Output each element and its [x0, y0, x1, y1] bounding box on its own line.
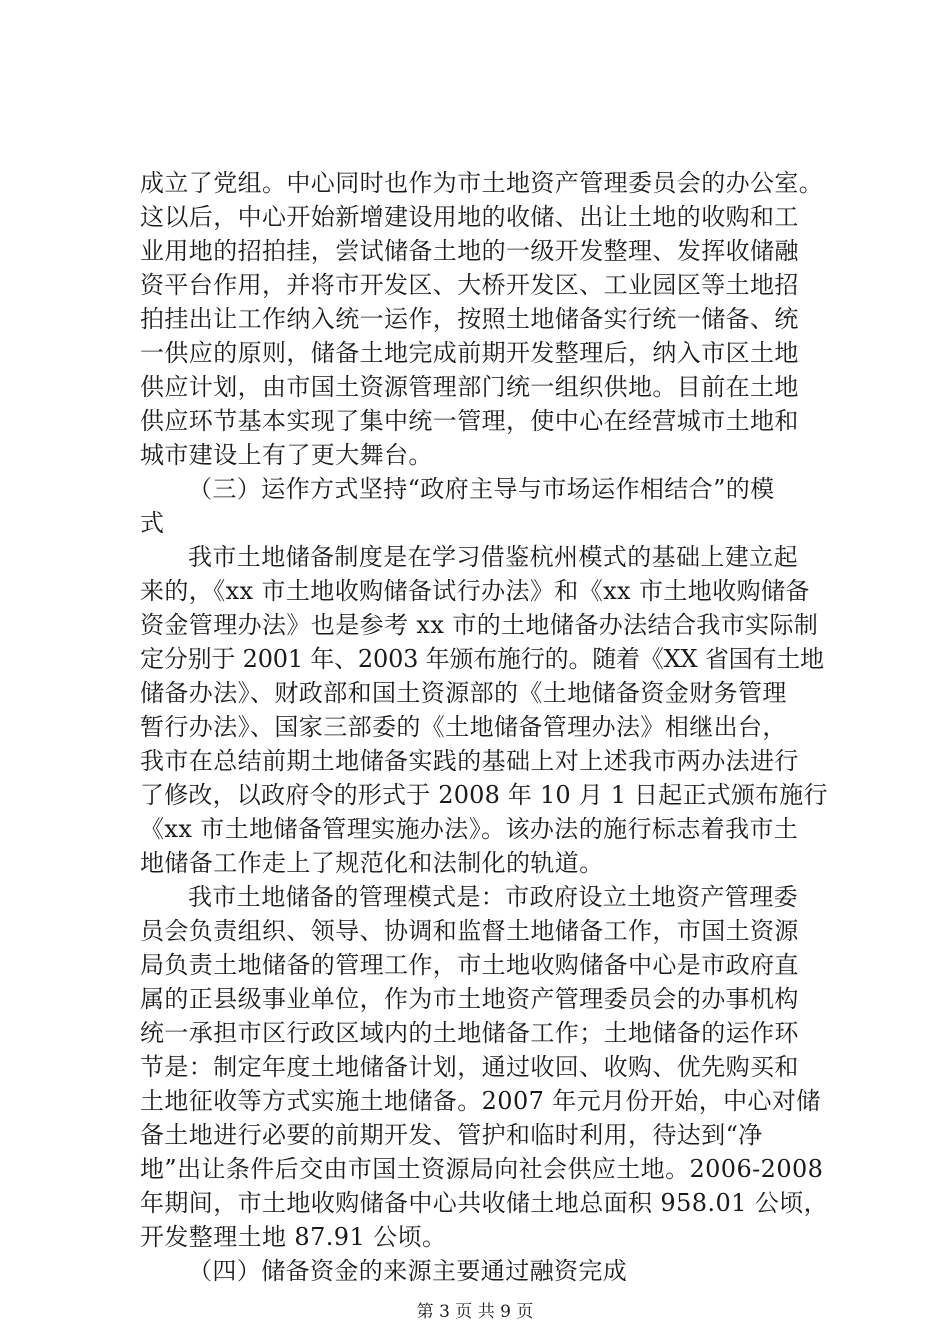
text-line: 土地征收等方式实施土地储备。2007 年元月份开始，中心对储 [140, 1087, 821, 1115]
text-line: 局负责土地储备的管理工作，市土地收购储备中心是市政府直 [140, 951, 799, 979]
text-line: 暂行办法》、国家三部委的《土地储备管理办法》相继出台， [140, 713, 787, 741]
text-line: 这以后，中心开始新增建设用地的收储、出让土地的收购和工 [140, 203, 799, 231]
paragraph-first-line: 我市土地储备的管理模式是：市政府设立土地资产管理委 [188, 883, 798, 911]
section-heading: （四）储备资金的来源主要通过融资完成 [188, 1257, 628, 1285]
text-line: 年期间，市土地收购储备中心共收储土地总面积 958.01 公顷， [140, 1189, 829, 1217]
text-line: 《xx 市土地储备管理实施办法》。该办法的施行标志着我市土 [140, 815, 799, 843]
text-line: 备土地进行必要的前期开发、管护和临时利用，待达到“净 [140, 1121, 763, 1149]
text-line: 资金管理办法》也是参考 xx 市的土地储备办法结合我市实际制 [140, 611, 819, 639]
text-line: 一供应的原则，储备土地完成前期开发整理后，纳入市区土地 [140, 339, 799, 367]
text-line: 来的，《xx 市土地收购储备试行办法》和《xx 市土地收购储备 [140, 577, 810, 605]
section-heading: （三）运作方式坚持“政府主导与市场运作相结合”的模 [188, 475, 775, 503]
text-line: 储备办法》、财政部和国土资源部的《土地储备资金财务管理 [140, 679, 787, 707]
page-number-footer: 第 3 页 共 9 页 [416, 1302, 534, 1322]
paragraph-first-line: 我市土地储备制度是在学习借鉴杭州模式的基础上建立起 [188, 543, 798, 571]
text-line: 供应计划，由市国土资源管理部门统一组织供地。目前在土地 [140, 373, 799, 401]
text-line: 成立了党组。中心同时也作为市土地资产管理委员会的办公室。 [140, 169, 824, 197]
text-line: 节是：制定年度土地储备计划，通过收回、收购、优先购买和 [140, 1053, 799, 1081]
text-line: 统一承担市区行政区域内的土地储备工作；土地储备的运作环 [140, 1019, 799, 1047]
text-line: 开发整理土地 87.91 公顷。 [140, 1223, 447, 1251]
text-line: 我市在总结前期土地储备实践的基础上对上述我市两办法进行 [140, 747, 799, 775]
text-line: 城市建设上有了更大舞台。 [140, 441, 433, 469]
text-line: 业用地的招拍挂，尝试储备土地的一级开发整理、发挥收储融 [140, 237, 799, 265]
text-line: 地储备工作走上了规范化和法制化的轨道。 [140, 849, 604, 877]
text-line: 资平台作用，并将市开发区、大桥开发区、工业园区等土地招 [140, 271, 799, 299]
text-line: 员会负责组织、领导、协调和监督土地储备工作，市国土资源 [140, 917, 799, 945]
text-line: 地”出让条件后交由市国土资源局向社会供应土地。2006-2008 [140, 1155, 824, 1183]
text-line: 属的正县级事业单位，作为市土地资产管理委员会的办事机构 [140, 985, 799, 1013]
text-line: 定分别于 2001 年、2003 年颁布施行的。随着《XX 省国有土地 [140, 645, 824, 673]
section-heading-continuation: 式 [140, 509, 165, 537]
text-line: 供应环节基本实现了集中统一管理，使中心在经营城市土地和 [140, 407, 799, 435]
text-line: 拍挂出让工作纳入统一运作，按照土地储备实行统一储备、统 [140, 305, 799, 333]
text-line: 了修改，以政府令的形式于 2008 年 10 月 1 日起正式颁布施行 [140, 781, 828, 809]
